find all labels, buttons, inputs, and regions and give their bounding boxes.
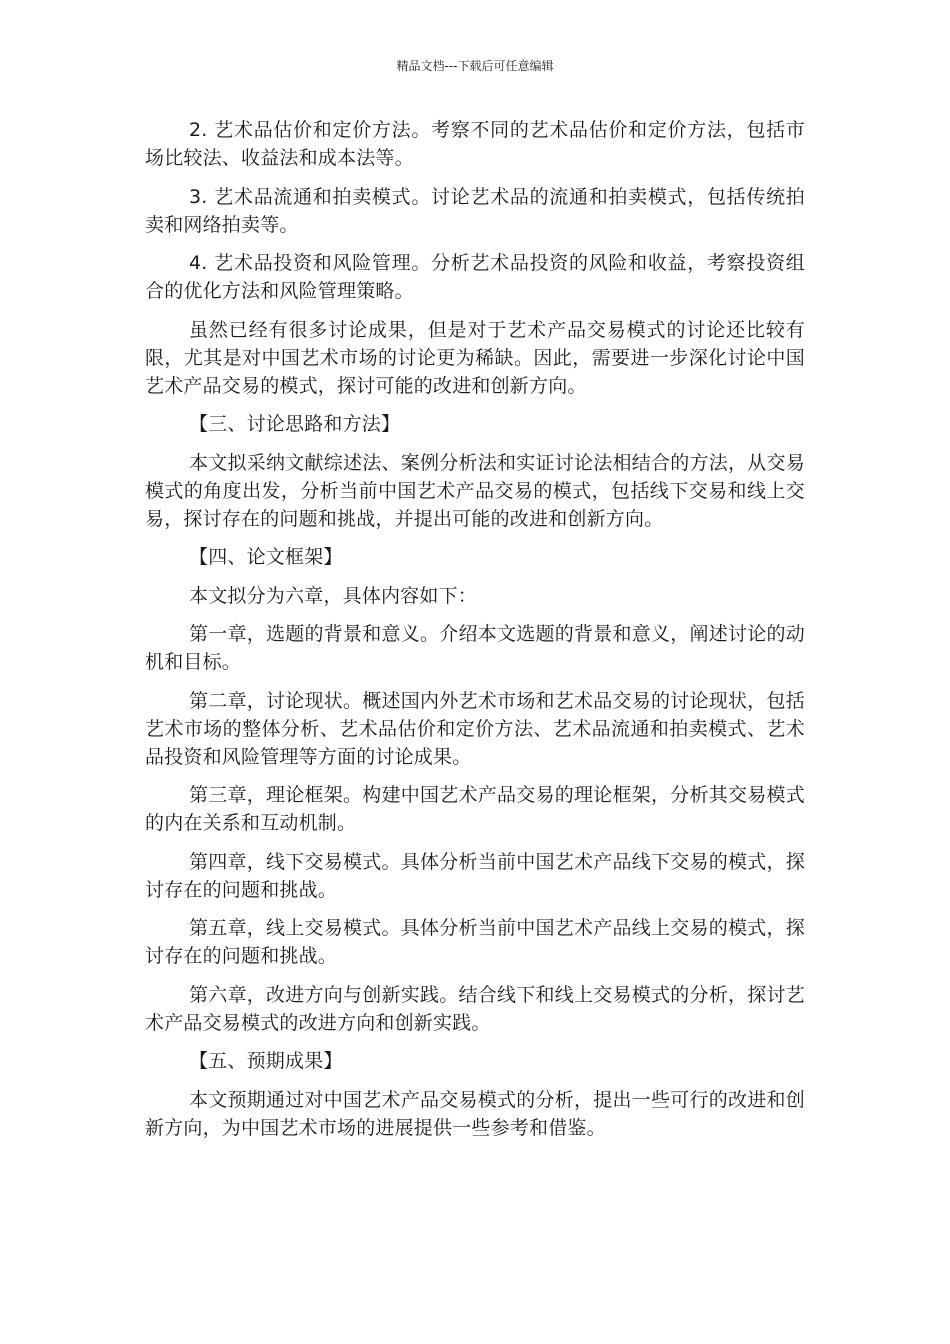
paragraph-chapter-4: 第四章，线下交易模式。具体分析当前中国艺术产品线下交易的模式，探讨存在的问题和挑战。 <box>145 850 805 901</box>
paragraph-chapter-2: 第二章，讨论现状。概述国内外艺术市场和艺术品交易的讨论现状，包括艺术市场的整体分析、艺术品估价和定价方法、艺术品流通和拍卖模式、艺术品投资和风险管理等方面的讨论成果。 <box>145 689 805 768</box>
section-heading-4: 【四、论文框架】 <box>189 546 343 568</box>
paragraph-chapter-1: 第一章，选题的背景和意义。介绍本文选题的背景和意义，阐述讨论的动机和目标。 <box>145 623 805 673</box>
page-header: 精品文档---下载后可任意编辑 <box>396 59 554 73</box>
document-body <box>145 116 805 1152</box>
paragraph-summary: 虽然已经有很多讨论成果，但是对于艺术产品交易模式的讨论还比较有限，尤其是对中国艺术市场的讨论更为稀缺。因此，需要进一步深化讨论中国艺术产品交易的模式，探讨可能的改进和创新方向。 <box>145 318 805 397</box>
paragraph-chapter-3: 第三章，理论框架。构建中国艺术产品交易的理论框架，分析其交易模式的内在关系和互动机制。 <box>145 784 805 834</box>
paragraph-method: 本文拟采纳文献综述法、案例分析法和实证讨论法相结合的方法，从交易模式的角度出发，分析当前中国艺术产品交易的模式，包括线下交易和线上交易，探讨存在的问题和挑战，并提出可能的改进和创新方向。 <box>145 451 805 530</box>
paragraph-chapter-5: 第五章，线上交易模式。具体分析当前中国艺术产品线上交易的模式，探讨存在的问题和挑战。 <box>145 917 805 967</box>
paragraph-item-2: 2. 艺术品估价和定价方法。考察不同的艺术品估价和定价方法，包括市场比较法、收益法和成本法等。 <box>145 119 805 169</box>
paragraph-item-3: 3. 艺术品流通和拍卖模式。讨论艺术品的流通和拍卖模式，包括传统拍卖和网络拍卖等。 <box>145 185 805 236</box>
paragraph-framework-intro: 本文拟分为六章，具体内容如下： <box>189 584 478 607</box>
paragraph-chapter-6: 第六章，改进方向与创新实践。结合线下和线上交易模式的分析，探讨艺术产品交易模式的改进方向和创新实践。 <box>145 983 805 1034</box>
paragraph-expected-results: 本文预期通过对中国艺术产品交易模式的分析，提出一些可行的改进和创新方向，为中国艺术市场的进展提供一些参考和借鉴。 <box>145 1088 805 1139</box>
paragraph-item-4: 4. 艺术品投资和风险管理。分析艺术品投资的风险和收益，考察投资组合的优化方法和风险管理策略。 <box>145 252 805 302</box>
section-heading-5: 【五、预期成果】 <box>189 1050 343 1072</box>
section-heading-3: 【三、讨论思路和方法】 <box>189 413 401 435</box>
